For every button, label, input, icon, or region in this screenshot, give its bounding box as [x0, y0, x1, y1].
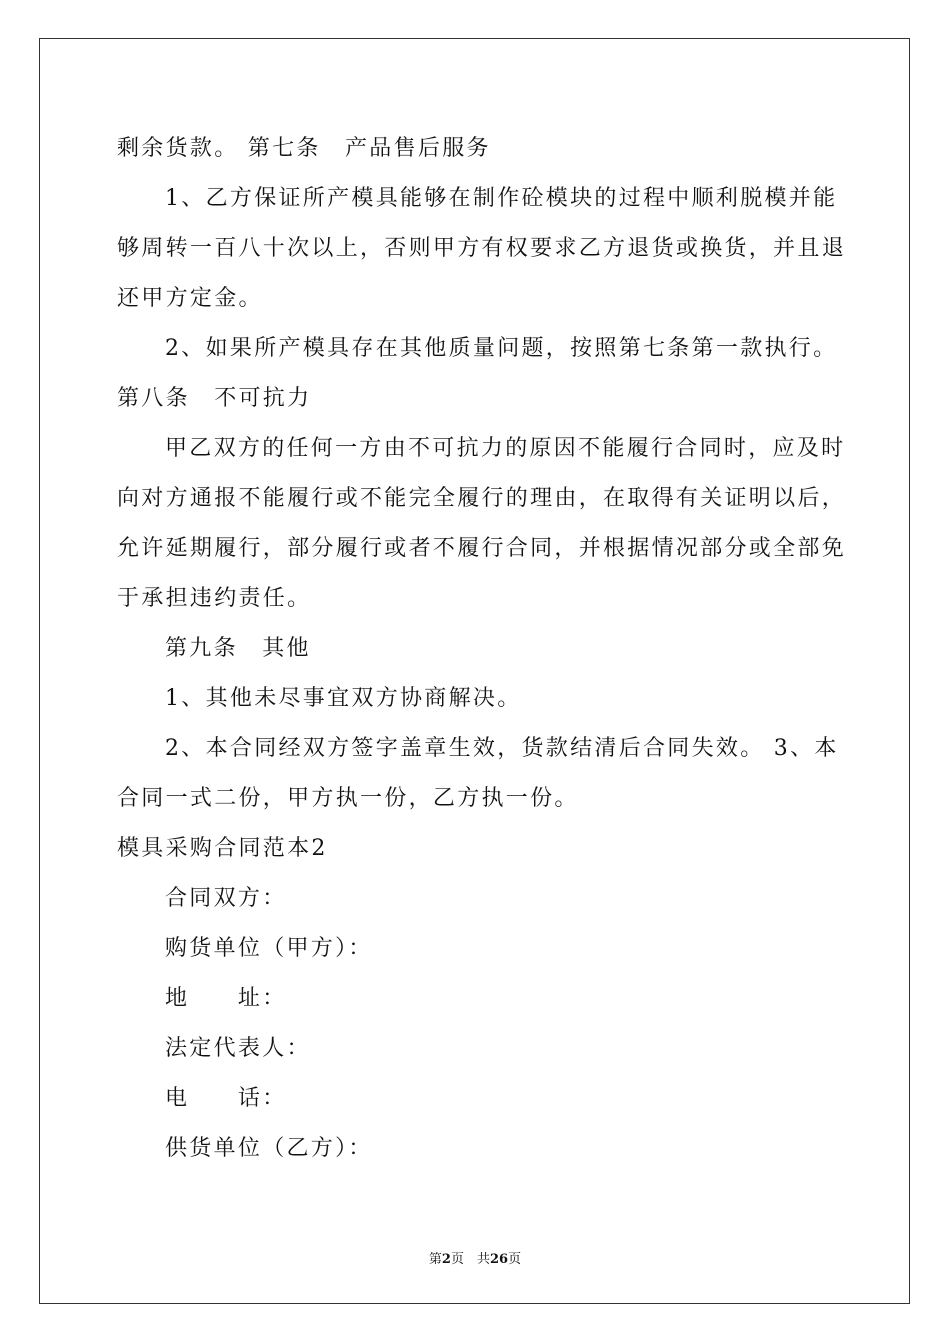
page-total: 26	[489, 1252, 509, 1267]
text-line: 还甲方定金。	[117, 286, 263, 311]
text-line: 够周转一百八十次以上，否则甲方有权要求乙方退货或换货，并且退	[117, 236, 847, 261]
text-line: 2、如果所产模具存在其他质量问题，按照第七条第一款执行。	[165, 336, 838, 361]
page-number: 2	[441, 1252, 451, 1267]
text-line: 2、本合同经双方签字盖章生效，货款结清后合同失效。 3、本	[165, 736, 839, 761]
text-line: 地 址：	[165, 986, 287, 1011]
text-line: 1、其他未尽事宜双方协商解决。	[165, 686, 522, 711]
text-line: 剩余货款。 第七条 产品售后服务	[117, 136, 491, 161]
footer-suffix: 页	[508, 1252, 522, 1267]
text-line: 购货单位（甲方）：	[165, 936, 373, 961]
text-line: 允许延期履行，部分履行或者不履行合同，并根据情况部分或全部免	[117, 536, 847, 561]
page-frame	[39, 38, 910, 1304]
text-line: 于承担违约责任。	[117, 586, 312, 611]
text-line: 向对方通报不能履行或不能完全履行的理由，在取得有关证明以后，	[117, 486, 847, 511]
text-line: 合同一式二份，甲方执一份，乙方执一份。	[117, 786, 579, 811]
document-title: 模具采购合同范本2	[117, 836, 328, 861]
footer-prefix: 第	[428, 1252, 442, 1267]
section-heading: 第九条 其他	[165, 636, 311, 661]
footer-mid: 页 共	[450, 1252, 490, 1267]
text-line: 1、乙方保证所产模具能够在制作砼模块的过程中顺利脱模并能	[165, 186, 838, 211]
text-line: 供货单位（乙方）：	[165, 1136, 373, 1161]
text-line: 电 话：	[165, 1086, 287, 1111]
text-line: 甲乙双方的任何一方由不可抗力的原因不能履行合同时，应及时	[165, 436, 846, 461]
text-line: 法定代表人：	[165, 1036, 311, 1061]
section-heading: 第八条 不可抗力	[117, 386, 312, 411]
page-footer	[0, 1248, 950, 1267]
text-line: 合同双方：	[165, 886, 287, 911]
